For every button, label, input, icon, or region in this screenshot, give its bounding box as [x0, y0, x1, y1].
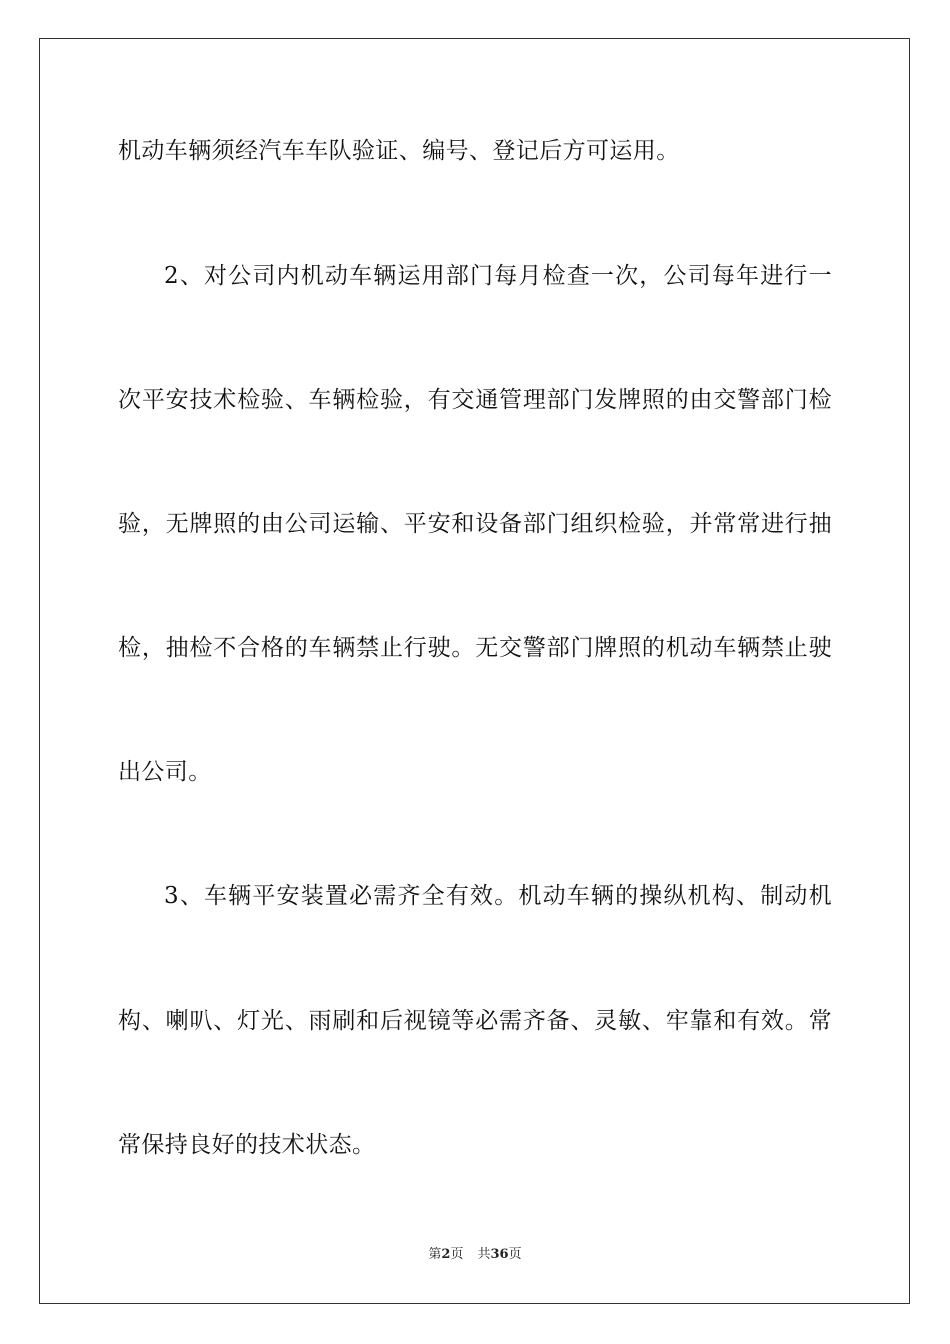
- footer-total-suffix: 页: [508, 1247, 522, 1262]
- text-line-3: 次平安技术检验、车辆检验，有交通管理部门发牌照的由交警部门检: [118, 387, 832, 413]
- text-line-2: 2、对公司内机动车辆运用部门每月检查一次，公司每年进行一: [164, 263, 832, 289]
- text-line-5: 检，抽检不合格的车辆禁止行驶。无交警部门牌照的机动车辆禁止驶: [118, 635, 832, 661]
- text-line-7: 3、车辆平安装置必需齐全有效。机动车辆的操纵机构、制动机: [164, 883, 832, 909]
- footer-total-pages: 36: [490, 1247, 509, 1262]
- text-line-4: 验，无牌照的由公司运输、平安和设备部门组织检验，并常常进行抽: [118, 511, 832, 537]
- footer-page-prefix: 第: [428, 1247, 442, 1262]
- footer-page-suffix: 页: [450, 1247, 464, 1262]
- footer-page-number: 2: [441, 1247, 451, 1262]
- page-footer: [0, 1246, 950, 1264]
- text-line-8: 构、喇叭、灯光、雨刷和后视镜等必需齐备、灵敏、牢靠和有效。常: [118, 1008, 832, 1034]
- text-line-9: 常保持良好的技术状态。: [118, 1132, 376, 1158]
- text-line-6: 出公司。: [118, 759, 212, 785]
- footer-total-prefix: 共: [477, 1247, 491, 1262]
- page-border: [39, 38, 910, 1304]
- text-line-1: 机动车辆须经汽车车队验证、编号、登记后方可运用。: [118, 138, 680, 164]
